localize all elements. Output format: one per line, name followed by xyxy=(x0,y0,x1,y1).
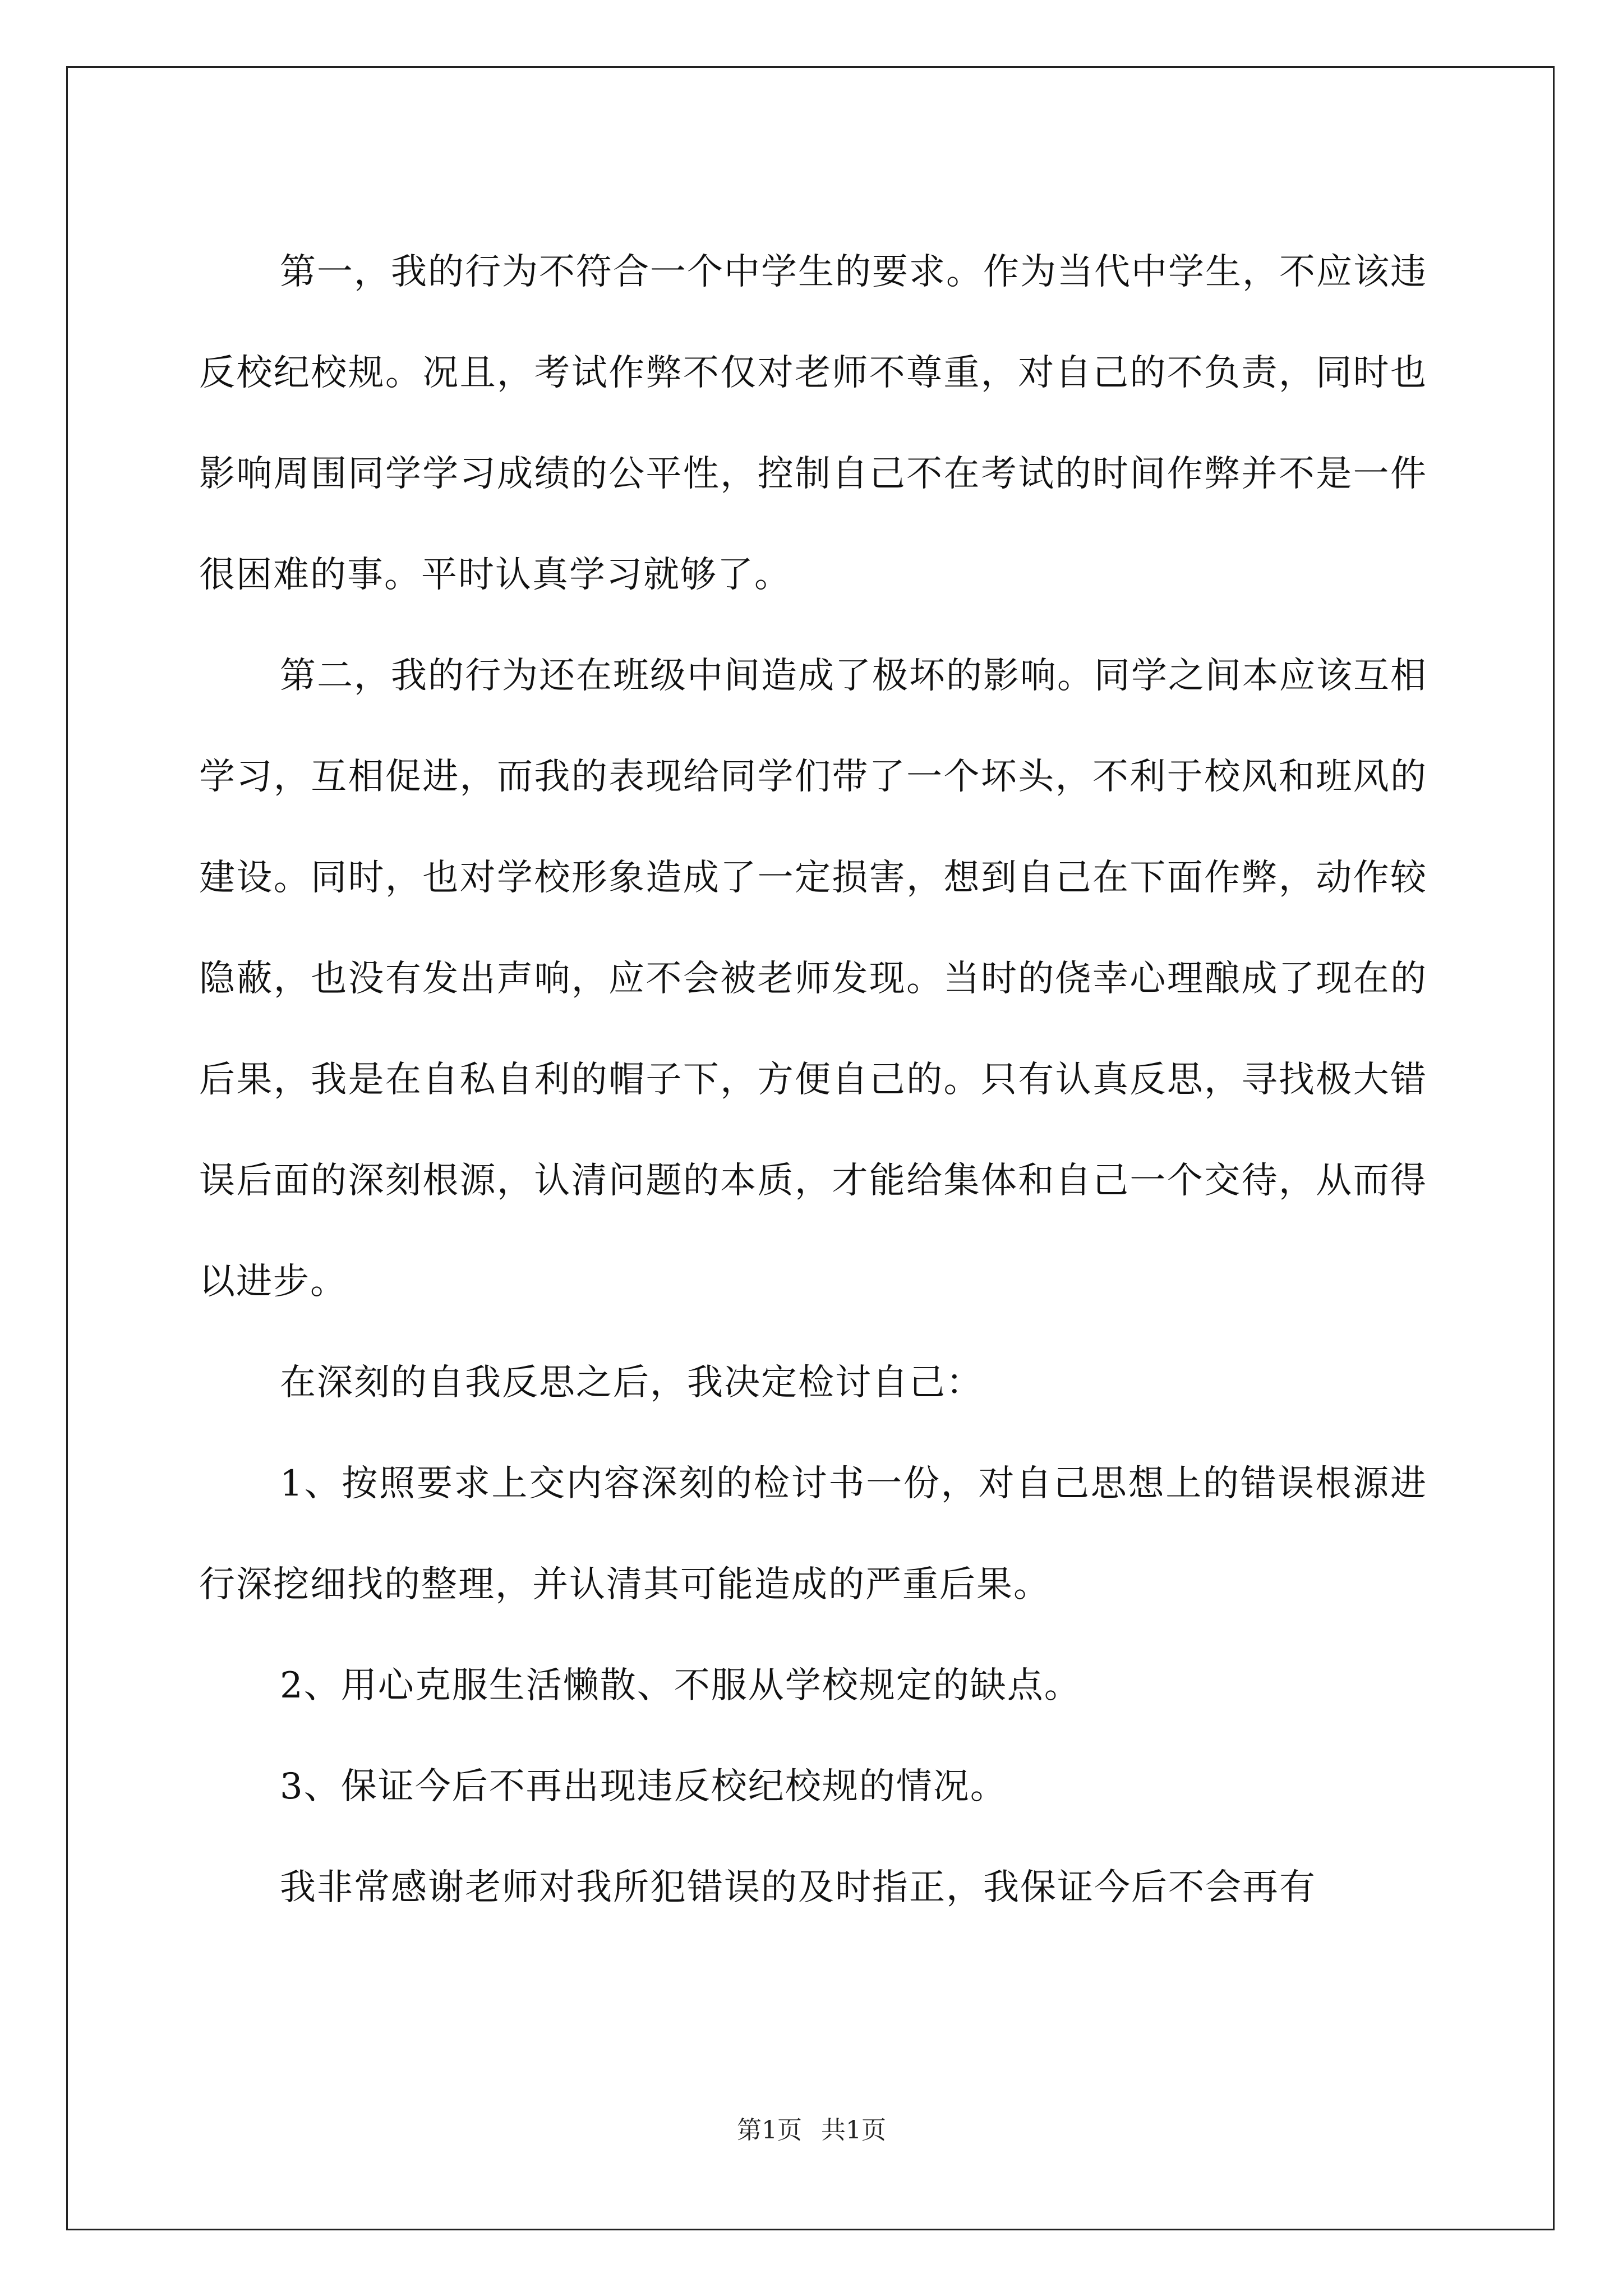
paragraph-1: 第一，我的行为不符合一个中学生的要求。作为当代中学生，不应该违反校纪校规。况且，考试作弊不仅对老师不尊重，对自己的不负责，同时也影响周围同学学习成绩的公平性，控制自己不在考试的时间作弊并不是一件很困难的事。平时认真学习就够了。 xyxy=(199,251,1427,596)
page-footer xyxy=(0,2114,1623,2147)
paragraph-3: 在深刻的自我反思之后，我决定检讨自己： xyxy=(280,1362,983,1404)
paragraph-2: 第二，我的行为还在班级中间造成了极坏的影响。同学之间本应该互相学习，互相促进，而我的表现给同学们带了一个坏头，不利于校风和班风的建设。同时，也对学校形象造成了一定损害，想到自己在下面作弊，动作较隐蔽，也没有发出声响，应不会被老师发现。当时的侥幸心理酿成了现在的后果，我是在自私自利的帽子下，方便自己的。只有认真反思，寻找极大错误后面的深刻根源，认清问题的本质，才能给集体和自己一个交待，从而得以进步。 xyxy=(199,655,1427,1303)
paragraph-closing: 我非常感谢老师对我所犯错误的及时指正，我保证今后不会再有 xyxy=(280,1867,1316,1908)
page-number-current: 第1页 xyxy=(737,2116,802,2145)
list-item-3: 3、保证今后不再出现违反校纪校规的情况。 xyxy=(280,1766,1007,1807)
document-body xyxy=(199,222,1427,1938)
list-item-2: 2、用心克服生活懒散、不服从学校规定的缺点。 xyxy=(280,1665,1081,1706)
list-item-1: 1、按照要求上交内容深刻的检讨书一份，对自己思想上的错误根源进行深挖细找的整理，并认清其可能造成的严重后果。 xyxy=(199,1463,1427,1605)
page-number-total: 共1页 xyxy=(821,2116,886,2145)
